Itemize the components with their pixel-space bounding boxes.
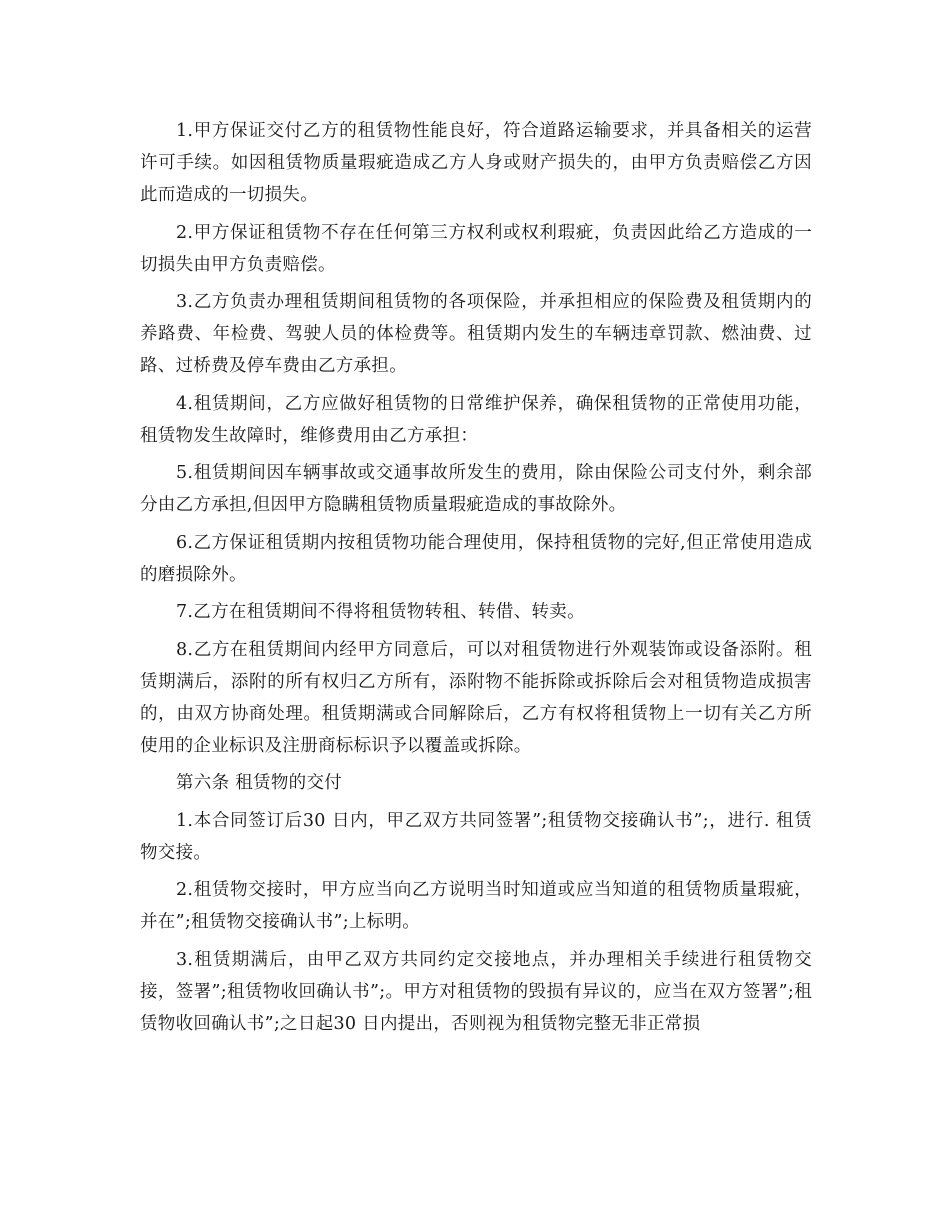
delivery-clause-1-paragraph: 1.本合同签订后30 日内，甲乙双方共同签署”;租赁物交接确认书”;，进行. 租赁物交接。	[140, 810, 812, 863]
clause-8-paragraph: 8.乙方在租赁期间内经甲方同意后，可以对租赁物进行外观装饰或设备添附。租赁期满后，添附的所有权归乙方所有，添附物不能拆除或拆除后会对租赁物造成损害的，由双方协商处理。租赁期满或合同解除后，乙方有权将租赁物上一切有关乙方所使用的企业标识及注册商标标识予以覆盖或拆除。	[140, 639, 812, 756]
delivery-clause-3-paragraph: 3.租赁期满后，由甲乙双方共同约定交接地点，并办理相关手续进行租赁物交接，签署”;租赁物收回确认书”;。甲方对租赁物的毁损有异议的，应当在双方签署”;租赁物收回确认书”;之日起30 日内提出，否则视为租赁物完整无非正常损	[140, 949, 812, 1034]
clause-4-paragraph: 4.租赁期间，乙方应做好租赁物的日常维护保养，确保租赁物的正常使用功能，租赁物发生故障时，维修费用由乙方承担：	[140, 393, 812, 446]
clause-5-paragraph: 5.租赁期间因车辆事故或交通事故所发生的费用，除由保险公司支付外，剩余部分由乙方承担,但因甲方隐瞒租赁物质量瑕疵造成的事故除外。	[140, 463, 812, 515]
clause-3-paragraph: 3.乙方负责办理租赁期间租赁物的各项保险，并承担相应的保险费及租赁期内的养路费、年检费、驾驶人员的体检费等。租赁期内发生的车辆违章罚款、燃油费、过路、过桥费及停车费由乙方承担。	[140, 292, 812, 376]
delivery-clause-2-paragraph: 2.租赁物交接时，甲方应当向乙方说明当时知道或应当知道的租赁物质量瑕疵，并在”;租赁物交接确认书”;上标明。	[140, 880, 812, 932]
clause-7-paragraph: 7.乙方在租赁期间不得将租赁物转租、转借、转卖。	[176, 602, 585, 622]
document-page	[140, 115, 812, 1045]
clause-6-paragraph: 6.乙方保证租赁期内按租赁物功能合理使用，保持租赁物的完好,但正常使用造成的磨损除外。	[140, 532, 812, 585]
section-heading: 第六条 租赁物的交付	[176, 773, 343, 793]
clause-2-paragraph: 2.甲方保证租赁物不存在任何第三方权利或权利瑕疵，负责因此给乙方造成的一切损失由甲方负责赔偿。	[140, 222, 812, 275]
clause-1-paragraph: 1.甲方保证交付乙方的租赁物性能良好，符合道路运输要求，并具备相关的运营许可手续。如因租赁物质量瑕疵造成乙方人身或财产损失的，由甲方负责赔偿乙方因此而造成的一切损失。	[140, 121, 812, 205]
